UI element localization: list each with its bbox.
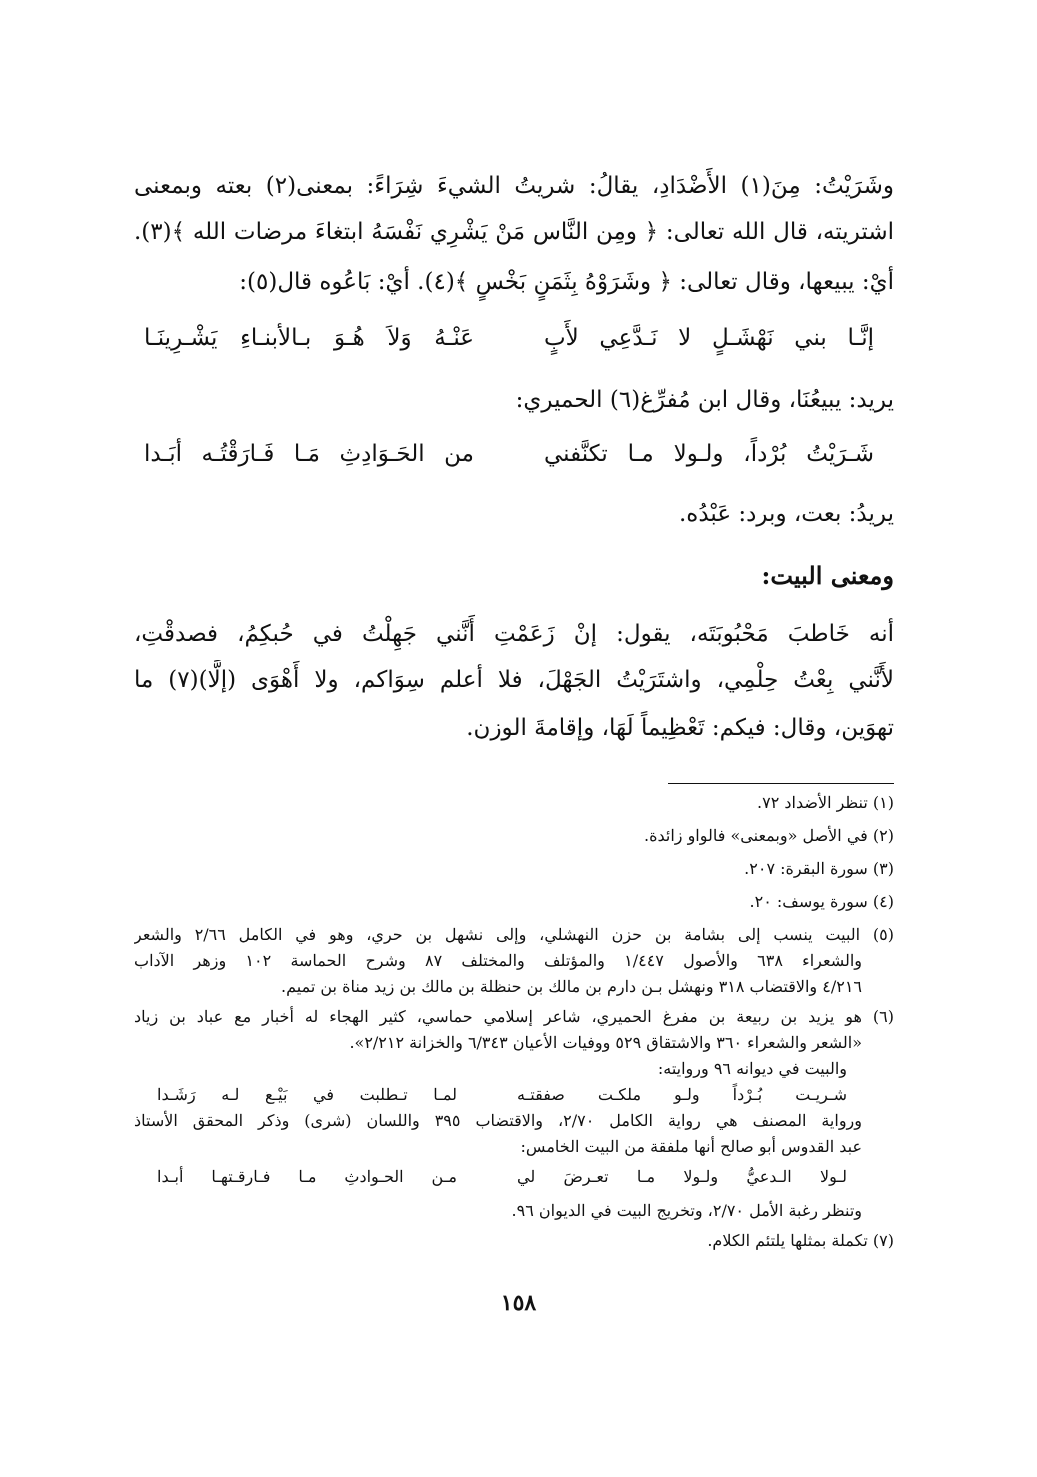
footnote: (٢) في الأصل «وبمعنى» فالواو زائدة. xyxy=(644,826,894,845)
verse-line xyxy=(144,318,874,358)
footnote: (٤) سورة يوسف: ٢٠. xyxy=(749,892,894,911)
section-heading: ومعنى البيت: xyxy=(761,561,894,590)
page-number: ١٥٨ xyxy=(500,1290,537,1316)
footnote: (١) تنظر الأضداد ٧٢. xyxy=(757,793,894,812)
footnote: (٦) هو يزيد بن ربيعة بن مفرغ الحميري، شاعر إسلامي حماسي، كثير الهجاء له أخبار مع عباد بن زياد xyxy=(134,1007,894,1026)
footnote-continuation: ٤/٢١٦ والاقتضاب ٣١٨ ونهشل بـن دارم بن مالك بن حنظلة بن مالك بن زيد مناة بن تميم. xyxy=(281,977,862,996)
verse-second-hemistich: من الحَـوَادِثِ مَـا فَـارَقْتُـه أبَـدا xyxy=(144,441,474,467)
footnote: (٧) تكملة بمثلها يلتئم الكلام. xyxy=(707,1231,894,1250)
footnote-continuation: والبيت في ديوانه ٩٦ وروايته: xyxy=(657,1059,847,1078)
verse-first-hemistich: شَـرَيْتُ بُرْداً، ولـولا مـا تكنَّفني xyxy=(544,441,874,467)
verse-first-hemistich: شـريـت بُـرْداً ولـو ملكـت صفقتـه xyxy=(517,1085,847,1104)
verse-first-hemistich: لـولا الـدعيُّ ولـولا مـا تعـرضَ لي xyxy=(517,1167,847,1186)
footnote-continuation: والشعراء ٦٣٨ والأصول ١/٤٤٧ والمؤتلف والمختلف ٨٧ وشرح الحماسة ١٠٢ وزهر الآداب xyxy=(134,951,862,970)
footnote-verse xyxy=(147,1164,847,1190)
verse-second-hemistich: مـن الحـوادثِ مـا فـارقـتهـا أبـدا xyxy=(157,1167,457,1186)
main-text-line: وشَرَيْتُ: مِنَ(١) الأَضْدَادِ، يقالُ: شريتُ الشيءَ شِرَاءً: بمعنى(٢) بعته وبمعنى xyxy=(134,173,894,199)
main-text-line: اشتريته، قال الله تعالى: ﴿ ومِن النَّاس مَنْ يَشْرِي نَفْسَهُ ابتغاءَ مرضات الله ﴾(٣). xyxy=(134,219,894,245)
footnote-continuation: وتنظر رغبة الأمل ٢/٧٠، وتخريج البيت في الديوان ٩٦. xyxy=(511,1201,862,1220)
main-text-line: يريد: يبيعُنَا، وقال ابن مُفرِّغ(٦) الحميري: xyxy=(515,387,894,413)
verse-second-hemistich: لمـا تـطلبت في بَيْـع لـه رَشَـدا xyxy=(157,1085,457,1104)
footnote: (٥) البيت ينسب إلى بشامة بن حزن النهشلي، وإلى نشهل بن حري، وهو في الكامل ٢/٦٦ والشعر xyxy=(134,925,894,944)
verse-second-hemistich: عَنْـهُ وَلاَ هُـوَ بـالأبنـاءِ يَشْـرِينَـا xyxy=(144,325,474,351)
verse-line xyxy=(144,434,874,474)
footnote-verse xyxy=(147,1082,847,1108)
main-text-line: يريدُ: بعت، وبرد: عَبْدُه. xyxy=(678,501,894,527)
footnote-continuation: عبد القدوس أبو صالح أنها ملفقة من البيت الخامس: xyxy=(520,1137,862,1156)
footnote: (٣) سورة البقرة: ٢٠٧. xyxy=(744,859,894,878)
verse-first-hemistich: إنَّـا بني نَهْشَـلٍ لا نَـدَّعِي لأَبٍ xyxy=(544,325,874,351)
paragraph-line: تهوَين، وقال: فيكم: تَعْظِيماً لَهَا، وإقامةَ الوزن. xyxy=(466,715,894,741)
main-text-line: أيْ: يبيعها، وقال تعالى: ﴿ وشَرَوْهُ بِثَمَنٍ بَخْسٍ ﴾(٤). أيْ: بَاعُوه قال(٥): xyxy=(239,269,894,295)
footnote-continuation: «الشعر والشعراء ٣٦٠ والاشتقاق ٥٢٩ ووفيات الأعيان ٦/٣٤٣ والخزانة ٢/٢١٢». xyxy=(349,1033,862,1052)
footnote-separator xyxy=(668,783,894,784)
paragraph-line: أنه خَاطبَ مَحْبُوبَتَه، يقول: إنْ زَعَمْتِ أَنَّني جَهِلْتُ في حُبكِمُ، فصدقْتِ، xyxy=(134,621,894,647)
footnote-continuation: ورواية المصنف هي رواية الكامل ٢/٧٠، والاقتضاب ٣٩٥ واللسان (شرى) وذكر المحقق الأستاذ xyxy=(134,1111,862,1130)
paragraph-line: لأَنَّني بِعْتُ حِلْمِي، واشتَرَيْتُ الجَهْلَ، فلا أعلم سِوَاكم، ولا أَهْوَى (إلَّا)(٧) ما xyxy=(134,667,894,693)
